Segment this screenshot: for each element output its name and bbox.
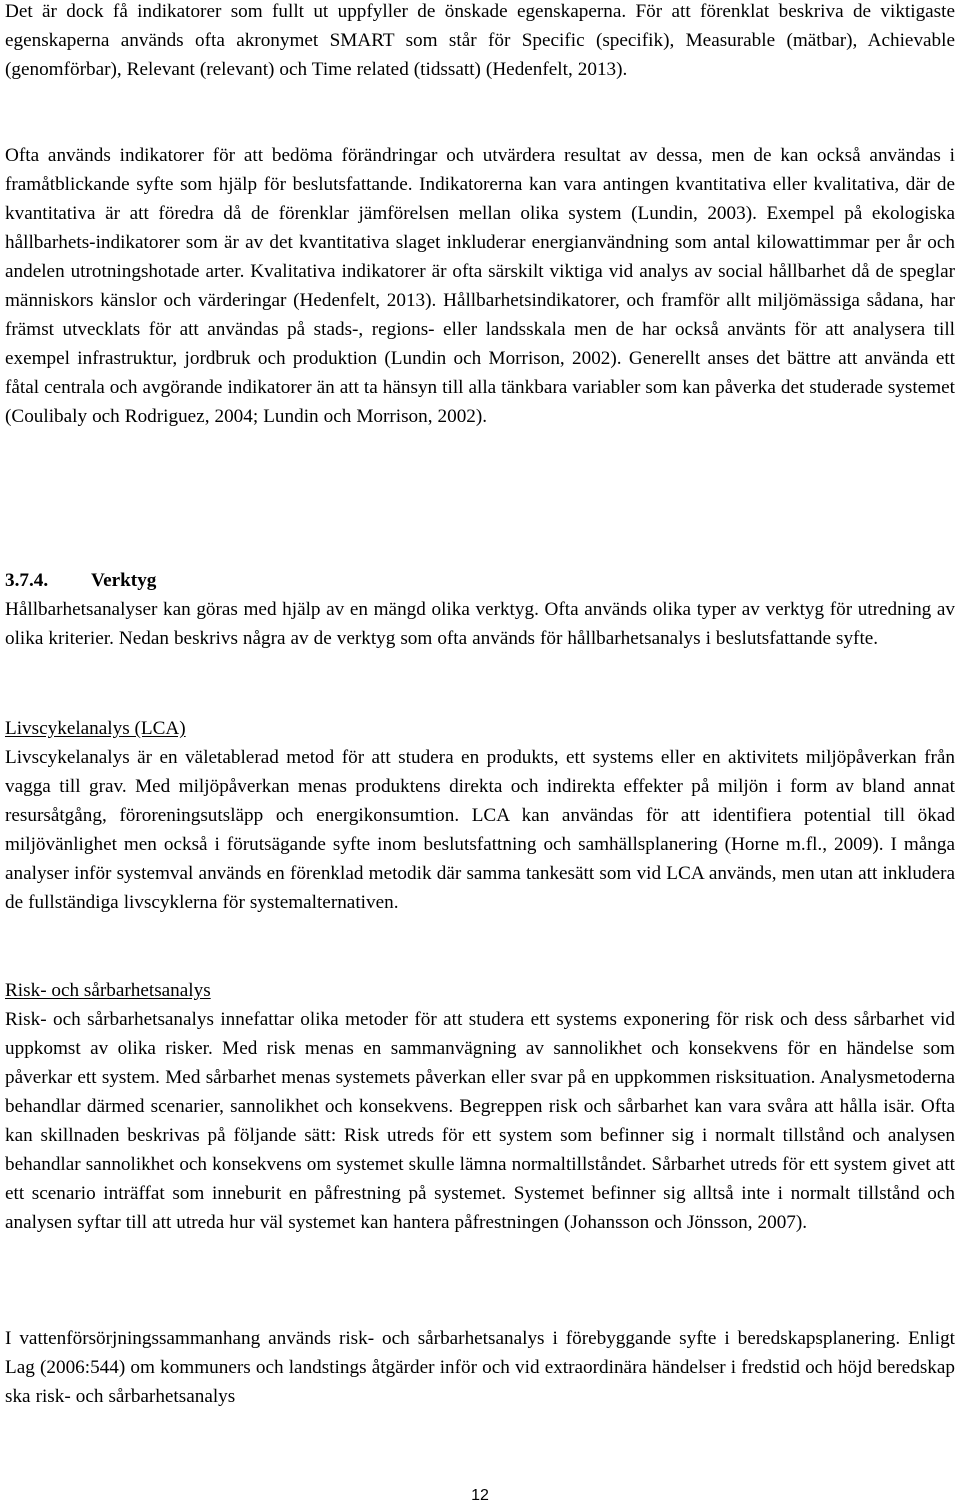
section-number: 3.7.4. (5, 570, 49, 591)
subheading-risk-analysis: Risk- och sårbarhetsanalys (5, 980, 211, 1001)
paragraph-water-supply: I vattenförsörjningssammanhang används risk- och sårbarhetsanalys i förebyggande syfte i beredskapsplanering. Enligt Lag (2006:544) om kommuners och landstings åtgärder inför och vid extraordinära händelser i fredstid och höjd beredskap ska risk- och sårbarhetsanalys (5, 1328, 955, 1407)
subheading-lca: Livscykelanalys (LCA) (5, 718, 186, 739)
paragraph-tools-intro: Hållbarhetsanalyser kan göras med hjälp av en mängd olika verktyg. Ofta används olika typer av verktyg för utredning av olika kriterier. Nedan beskrivs några av de verktyg som ofta används för hållbarhetsanalys i beslutsfattande syfte. (5, 599, 955, 649)
page-number: 12 (471, 1487, 489, 1504)
paragraph-smart-indicators: Det är dock få indikatorer som fullt ut uppfyller de önskade egenskaperna. För att förenklat beskriva de viktigaste egenskaperna används ofta akronymet SMART som står för Specific (specifik), Measurable (mätbar), Achievable (genomförbar), Relevant (relevant) och Time related (tidssatt) (Hedenfelt, 2013). (5, 1, 955, 80)
paragraph-indicator-usage: Ofta används indikatorer för att bedöma förändringar och utvärdera resultat av dessa, men de kan också användas i framåtblickande syfte som hjälp för beslutsfattande. Indikatorerna kan vara antingen kvantitativa eller kvalitativa, där de kvantitativa är att föredra då de förenklar jämförelsen mellan olika system (Lundin, 2003). Exempel på ekologiska hållbarhets-indikatorer som är av det kvantitativa slaget inkluderar energianvändning som antal kilowattimmar per år och andelen utrotningshotade arter. Kvalitativa indikatorer är ofta särskilt viktiga vid analys av social hållbarhet då de speglar människors känslor och värderingar (Hedenfelt, 2013). Hållbarhetsindikatorer, och framför allt miljömässiga sådana, har främst utvecklats för att användas på stads-, regions- eller landsskala men de har också använts för att analysera till exempel infrastruktur, jordbruk och produktion (Lundin och Morrison, 2002). Generellt anses det bättre att använda ett fåtal centrala och avgörande indikatorer än att ta hänsyn till alla tänkbara variabler som kan påverka det studerade systemet (Coulibaly och Rodriguez, 2004; Lundin och Morrison, 2002). (5, 145, 955, 427)
section-heading-verktyg (5, 566, 955, 595)
paragraph-risk-analysis: Risk- och sårbarhetsanalys innefattar olika metoder för att studera ett systems exponering för risk och dess sårbarhet vid uppkomst av olika risker. Med risk menas en sammanvägning av sannolikhet och konsekvens för en händelse som påverkar ett system. Med sårbarhet menas systemets påverkan eller svar på en uppkommen risksituation. Analysmetoderna behandlar därmed scenarier, sannolikhet och konsekvens. Begreppen risk och sårbarhet kan vara svåra att hålla isär. Ofta kan skillnaden beskrivas på följande sätt: Risk utreds för ett system som befinner sig i normalt tillstånd och analysen behandlar sannolikhet och konsekvens om systemet skulle lämna normaltillståndet. Sårbarhet utreds för ett system givet att ett scenario inträffat som inneburit en påfrestning på systemet. Systemet befinner sig alltså inte i normalt tillstånd och analysen syftar till att utreda hur väl systemet kan hantera påfrestningen (Johansson och Jönsson, 2007). (5, 1009, 955, 1233)
section-title: Verktyg (91, 570, 157, 591)
paragraph-lca: Livscykelanalys är en väletablerad metod för att studera en produkts, ett systems eller en aktivitets miljöpåverkan från vagga till grav. Med miljöpåverkan menas produktens direkta och indirekta effekter på miljön i form av bland annat resursåtgång, föroreningsutsläpp och energikonsumtion. LCA kan användas för att identifiera potential till ökad miljövänlighet men också i förutsägande syfte inom beslutsfattning och samhällsplanering (Horne m.fl., 2009). I många analyser inför systemval används en förenklad metodik där samma tankesätt som vid LCA används, men utan att inkludera de fullständiga livscyklerna för systemalternativen. (5, 747, 955, 913)
